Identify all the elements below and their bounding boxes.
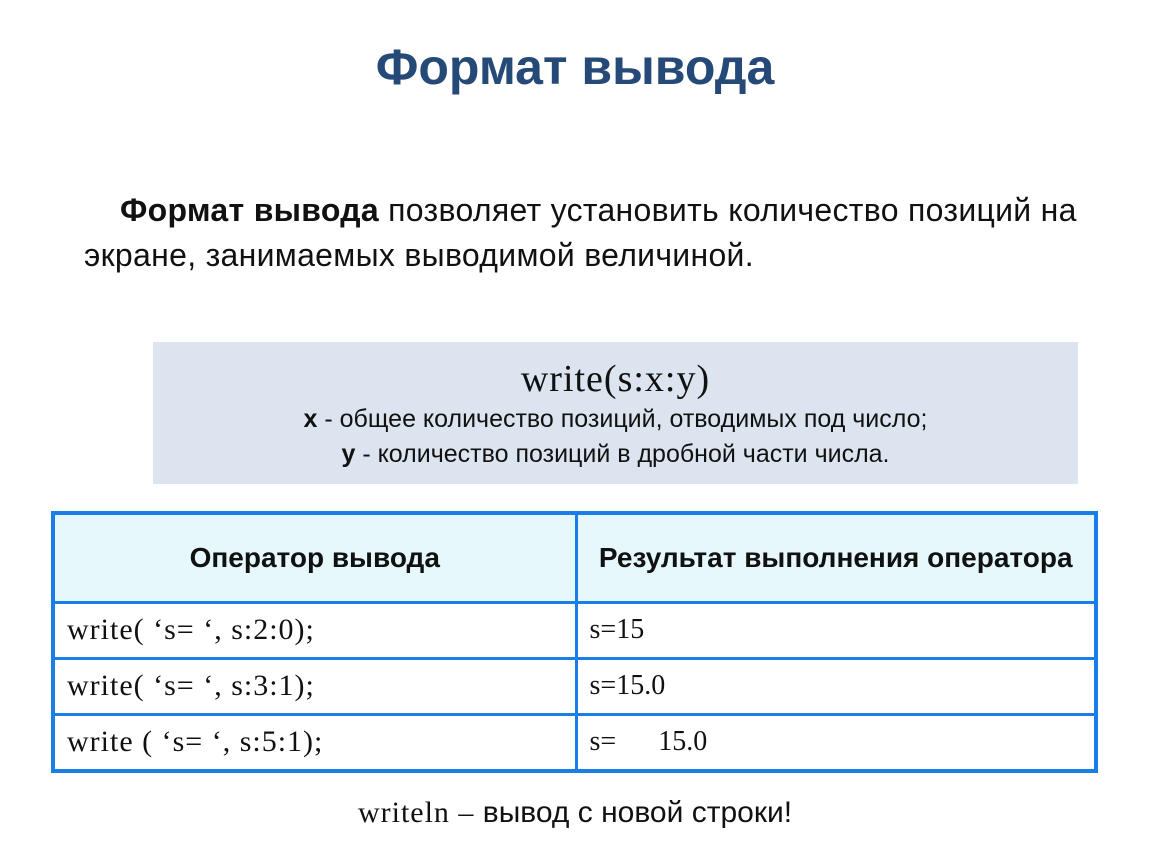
y-description: - количество позиций в дробной части числа. (355, 440, 890, 468)
operator-cell: write( ‘s= ‘, s:2:0); (53, 602, 576, 658)
result-cell: s= 15.0 (576, 714, 1096, 771)
intro-lead: Формат вывода (120, 192, 379, 228)
y-variable: у (341, 440, 356, 468)
footer-text: вывод с новой строки! (474, 796, 793, 829)
result-cell: s=15 (576, 602, 1096, 658)
footer-note (0, 796, 1150, 830)
table-row (53, 714, 1096, 771)
formula-x-line (153, 402, 1078, 437)
intro-text: позволяет установить количество позиций на экране, занимаемых выводимой величиной. (84, 192, 1077, 273)
table-row (53, 602, 1096, 658)
footer-code: writeln – (357, 796, 475, 829)
examples-table (51, 511, 1098, 773)
operator-cell: write( ‘s= ‘, s:3:1); (53, 658, 576, 714)
table-header-row (53, 513, 1096, 602)
formula-y-line (153, 437, 1078, 472)
intro-paragraph (84, 188, 1114, 278)
formula-box (153, 342, 1078, 484)
page-title: Формат вывода (375, 39, 775, 95)
header-result: Результат выполнения оператора (576, 513, 1096, 602)
formula-signature: write(s:x:y) (520, 358, 711, 400)
table-row (53, 658, 1096, 714)
header-operator: Оператор вывода (53, 513, 576, 602)
operator-cell: write ( ‘s= ‘, s:5:1); (53, 714, 576, 771)
x-variable: x (303, 405, 318, 433)
result-cell: s=15.0 (576, 658, 1096, 714)
x-description: - общее количество позиций, отводимых под число; (317, 405, 928, 433)
